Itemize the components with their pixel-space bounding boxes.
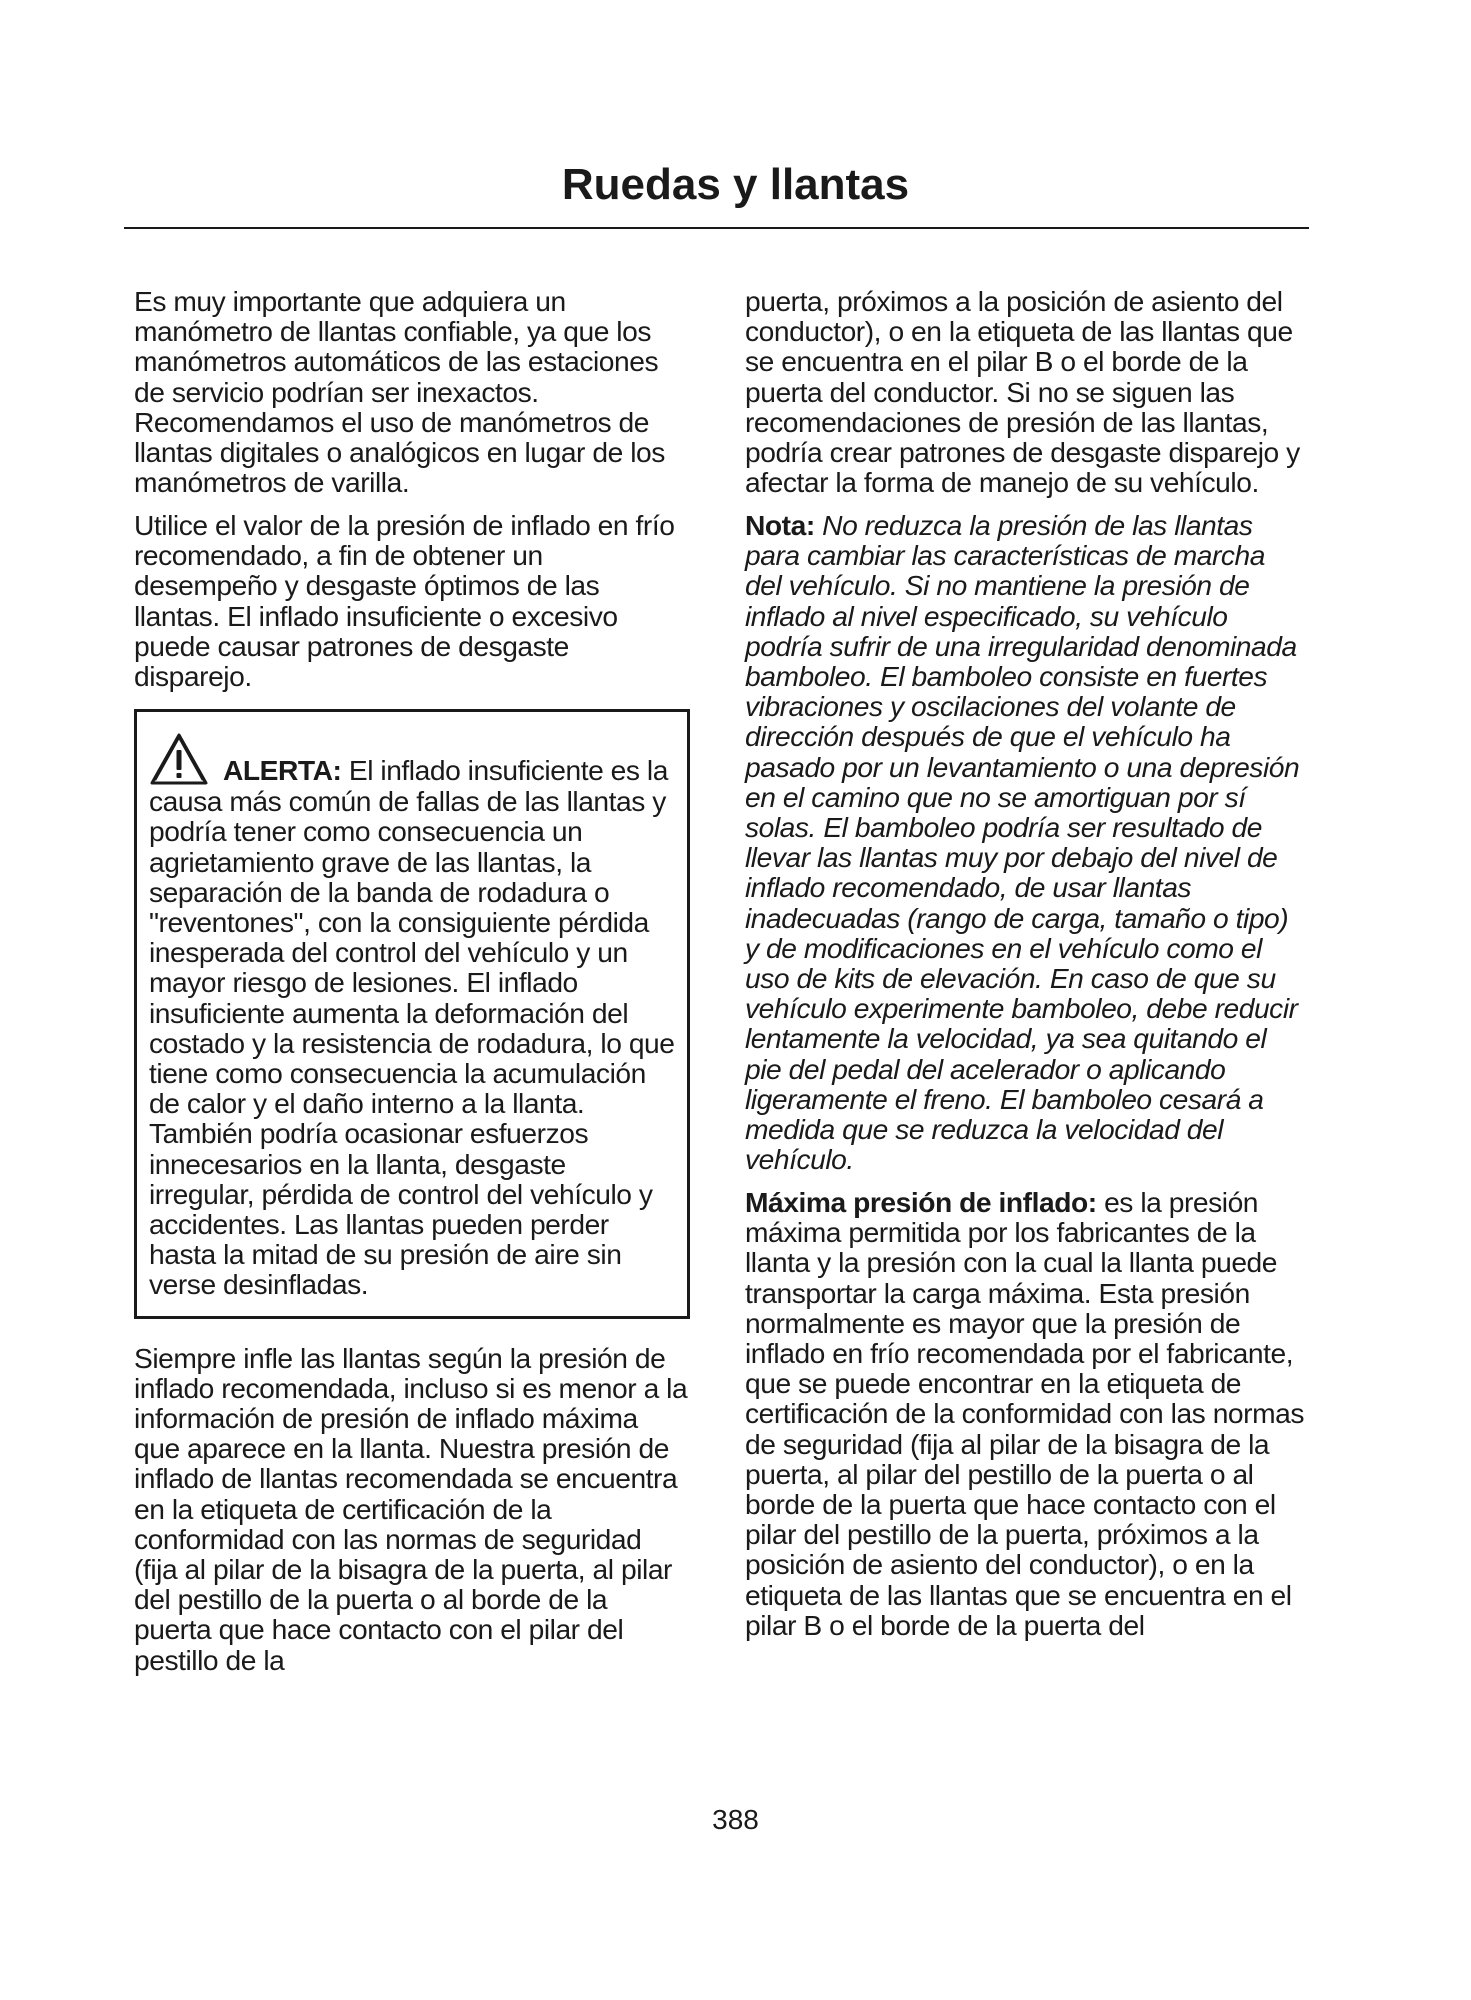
title-divider: [124, 227, 1309, 229]
max-pressure-label: Máxima presión de inflado:: [745, 1185, 1097, 1218]
alert-text: El inflado insuficiente es la causa más común de fallas de las llantas y podría tener como consecuencia un agrietamiento grave de las llantas, la separación de la banda de rodadura o "reventones", con la consiguiente pérdida inesperada del control del vehículo y un mayor riesgo de lesiones. El inflado insuficiente aumenta la deformación del costado y la resistencia de rodadura, lo que tiene como consecuencia la acumulación de calor y el daño interno a la llanta. También podría ocasionar esfuerzos innecesarios en la llanta, desgaste irregular, pérdida de control del vehículo y accidentes. Las llantas pueden perder hasta la mitad de su presión de aire sin verse desinfladas.: [149, 754, 675, 1301]
paragraph-cold-pressure: Utilice el valor de la presión de inflado en frío recomendado, a fin de obtener un desempeño y desgaste óptimos de las llantas. El inflado insuficiente o excesivo puede causar patrones de desgaste disparejo.: [134, 508, 675, 692]
paragraph-continuation: puerta, próximos a la posición de asiento del conductor), o en la etiqueta de las llantas que se encuentra en el pilar B o el borde de la puerta del conductor. Si no se siguen las recomendaciones de presión de las llantas, podría crear patrones de desgaste disparejo y afectar la forma de manejo de su vehículo.: [745, 285, 1300, 499]
max-pressure-paragraph: [745, 1187, 1305, 1640]
warning-triangle-icon: [149, 732, 209, 786]
note-label: Nota:: [745, 508, 815, 541]
alert-label: ALERTA:: [223, 754, 342, 787]
page-number: 388: [712, 1804, 759, 1835]
paragraph-gauge-recommendation: Es muy importante que adquiera un manómetro de llantas confiable, ya que los manómetros automáticos de las estaciones de servicio podrían ser inexactos. Recomendamos el uso de manómetros de llantas digitales o analógicos en lugar de los manómetros de varilla.: [134, 285, 665, 499]
page-title: Ruedas y llantas: [561, 160, 910, 209]
note-paragraph: [745, 510, 1305, 1174]
note-text: No reduzca la presión de las llantas para cambiar las características de marcha del vehículo. Si no mantiene la presión de inflado al nivel especificado, su vehículo podría sufrir de una irregularidad denominada bamboleo. El bamboleo consiste en fuertes vibraciones y oscilaciones del volante de dirección después de que el vehículo ha pasado por un levantamiento o una depresión en el camino que no se amortiguan por sí solas. El bamboleo podría ser resultado de llevar las llantas muy por debajo del nivel de inflado recomendado, de usar llantas inadecuadas (rango de carga, tamaño o tipo) y de modificaciones en el vehículo como el uso de kits de elevación. En caso de que su vehículo experimente bamboleo, debe reducir lentamente la velocidad, ya sea quitando el pie del pedal del acelerador o aplicando ligeramente el freno. El bamboleo cesará a medida que se reduzca la velocidad del vehículo.: [745, 508, 1300, 1176]
max-pressure-text: es la presión máxima permitida por los fabricantes de la llanta y la presión con la cual la llanta puede transportar la carga máxima. Esta presión normalmente es mayor que la presión de inflado en frío recomendada por el fabricante, que se puede encontrar en la etiqueta de certificación de la conformidad con las normas de seguridad (fija al pilar de la bisagra de la puerta, al pilar del pestillo de la puerta o al borde de la puerta que hace contacto con el pilar del pestillo de la puerta, próximos a la posición de asiento del conductor), o en la etiqueta de las llantas que se encuentra en el pilar B o el borde de la puerta del: [745, 1185, 1304, 1641]
right-column: [745, 286, 1305, 1652]
left-column: [134, 286, 690, 1687]
alert-paragraph: [149, 732, 675, 1299]
paragraph-inflate-recommended: Siempre infle las llantas según la presión de inflado recomendada, incluso si es menor a la información de presión de inflado máxima que aparece en la llanta. Nuestra presión de inflado de llantas recomendada se encuentra en la etiqueta de certificación de la conformidad con las normas de seguridad (fija al pilar de la bisagra de la puerta, al pilar del pestillo de la puerta o al borde de la puerta que hace contacto con el pilar del pestillo de la: [134, 1341, 688, 1676]
alert-box: [134, 709, 690, 1318]
